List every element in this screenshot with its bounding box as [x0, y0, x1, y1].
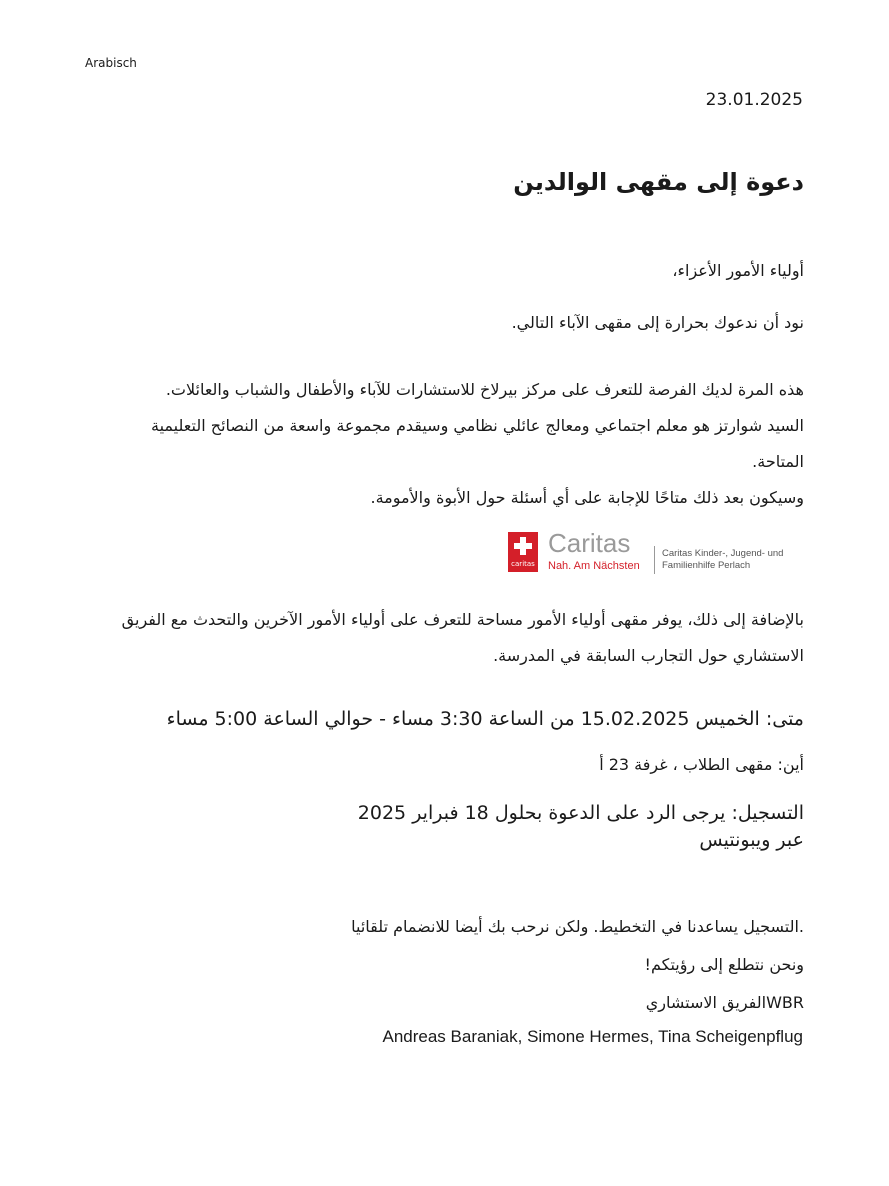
registration-line: عبر ويبونتيس — [699, 829, 804, 851]
event-location: أين: مقهى الطلاب ، غرفة 23 أ — [599, 755, 804, 774]
logo-org-line: Caritas Kinder-, Jugend- und — [662, 548, 784, 559]
registration-line: التسجيل: يرجى الرد على الدعوة بحلول 18 فبراير 2025 — [357, 802, 804, 824]
signatory-names: Andreas Baraniak, Simone Hermes, Tina Scheigenpflug — [382, 1027, 803, 1046]
closing-line: WBRالفريق الاستشاري — [645, 993, 804, 1012]
paragraph-line: بالإضافة إلى ذلك، يوفر مقهى أولياء الأمور مساحة للتعرف على أولياء الأمور الآخرين والتحدث مع الفريق — [121, 610, 804, 629]
logo-mark-text: caritas — [511, 560, 535, 568]
logo-org-line: Familienhilfe Perlach — [662, 560, 751, 571]
logo-slogan: Nah. Am Nächsten — [548, 560, 640, 572]
description-paragraph — [99, 372, 804, 516]
greeting: أولياء الأمور الأعزاء، — [672, 261, 804, 280]
closing-line: .التسجيل يساعدنا في التخطيط. ولكن نرحب بك أيضا للانضمام تلقائيا — [351, 917, 804, 936]
closing-line: ونحن نتطلع إلى رؤيتكم! — [644, 955, 804, 974]
paragraph-line: وسيكون بعد ذلك متاحًا للإجابة على أي أسئلة حول الأبوة والأمومة. — [370, 488, 804, 507]
paragraph-line: السيد شوارتز هو معلم اجتماعي ومعالج عائلي نظامي وسيقدم مجموعة واسعة من النصائح التعليمية — [151, 416, 804, 435]
document-title: دعوة إلى مقهى الوالدين — [513, 168, 804, 196]
logo-organization — [662, 548, 783, 572]
caritas-logo — [508, 528, 808, 576]
intro-text: نود أن ندعوك بحرارة إلى مقهى الآباء التالي. — [511, 313, 804, 332]
document-date: 23.01.2025 — [705, 90, 803, 110]
paragraph-line: الاستشاري حول التجارب السابقة في المدرسة. — [493, 646, 804, 665]
paragraph-line: المتاحة. — [752, 452, 804, 471]
document-label: Arabisch — [85, 56, 137, 70]
caritas-cross-icon — [508, 532, 538, 572]
event-time: متى: الخميس 15.02.2025 من الساعة 3:30 مساء - حوالي الساعة 5:00 مساء — [166, 708, 804, 730]
additional-info-paragraph — [99, 602, 804, 674]
registration-info — [99, 800, 804, 854]
paragraph-line: هذه المرة لديك الفرصة للتعرف على مركز بيرلاخ للاستشارات للآباء والأطفال والشباب والعائلات. — [165, 380, 804, 399]
closing-notes — [99, 908, 804, 1022]
logo-name: Caritas — [548, 528, 631, 558]
logo-divider — [654, 546, 655, 574]
